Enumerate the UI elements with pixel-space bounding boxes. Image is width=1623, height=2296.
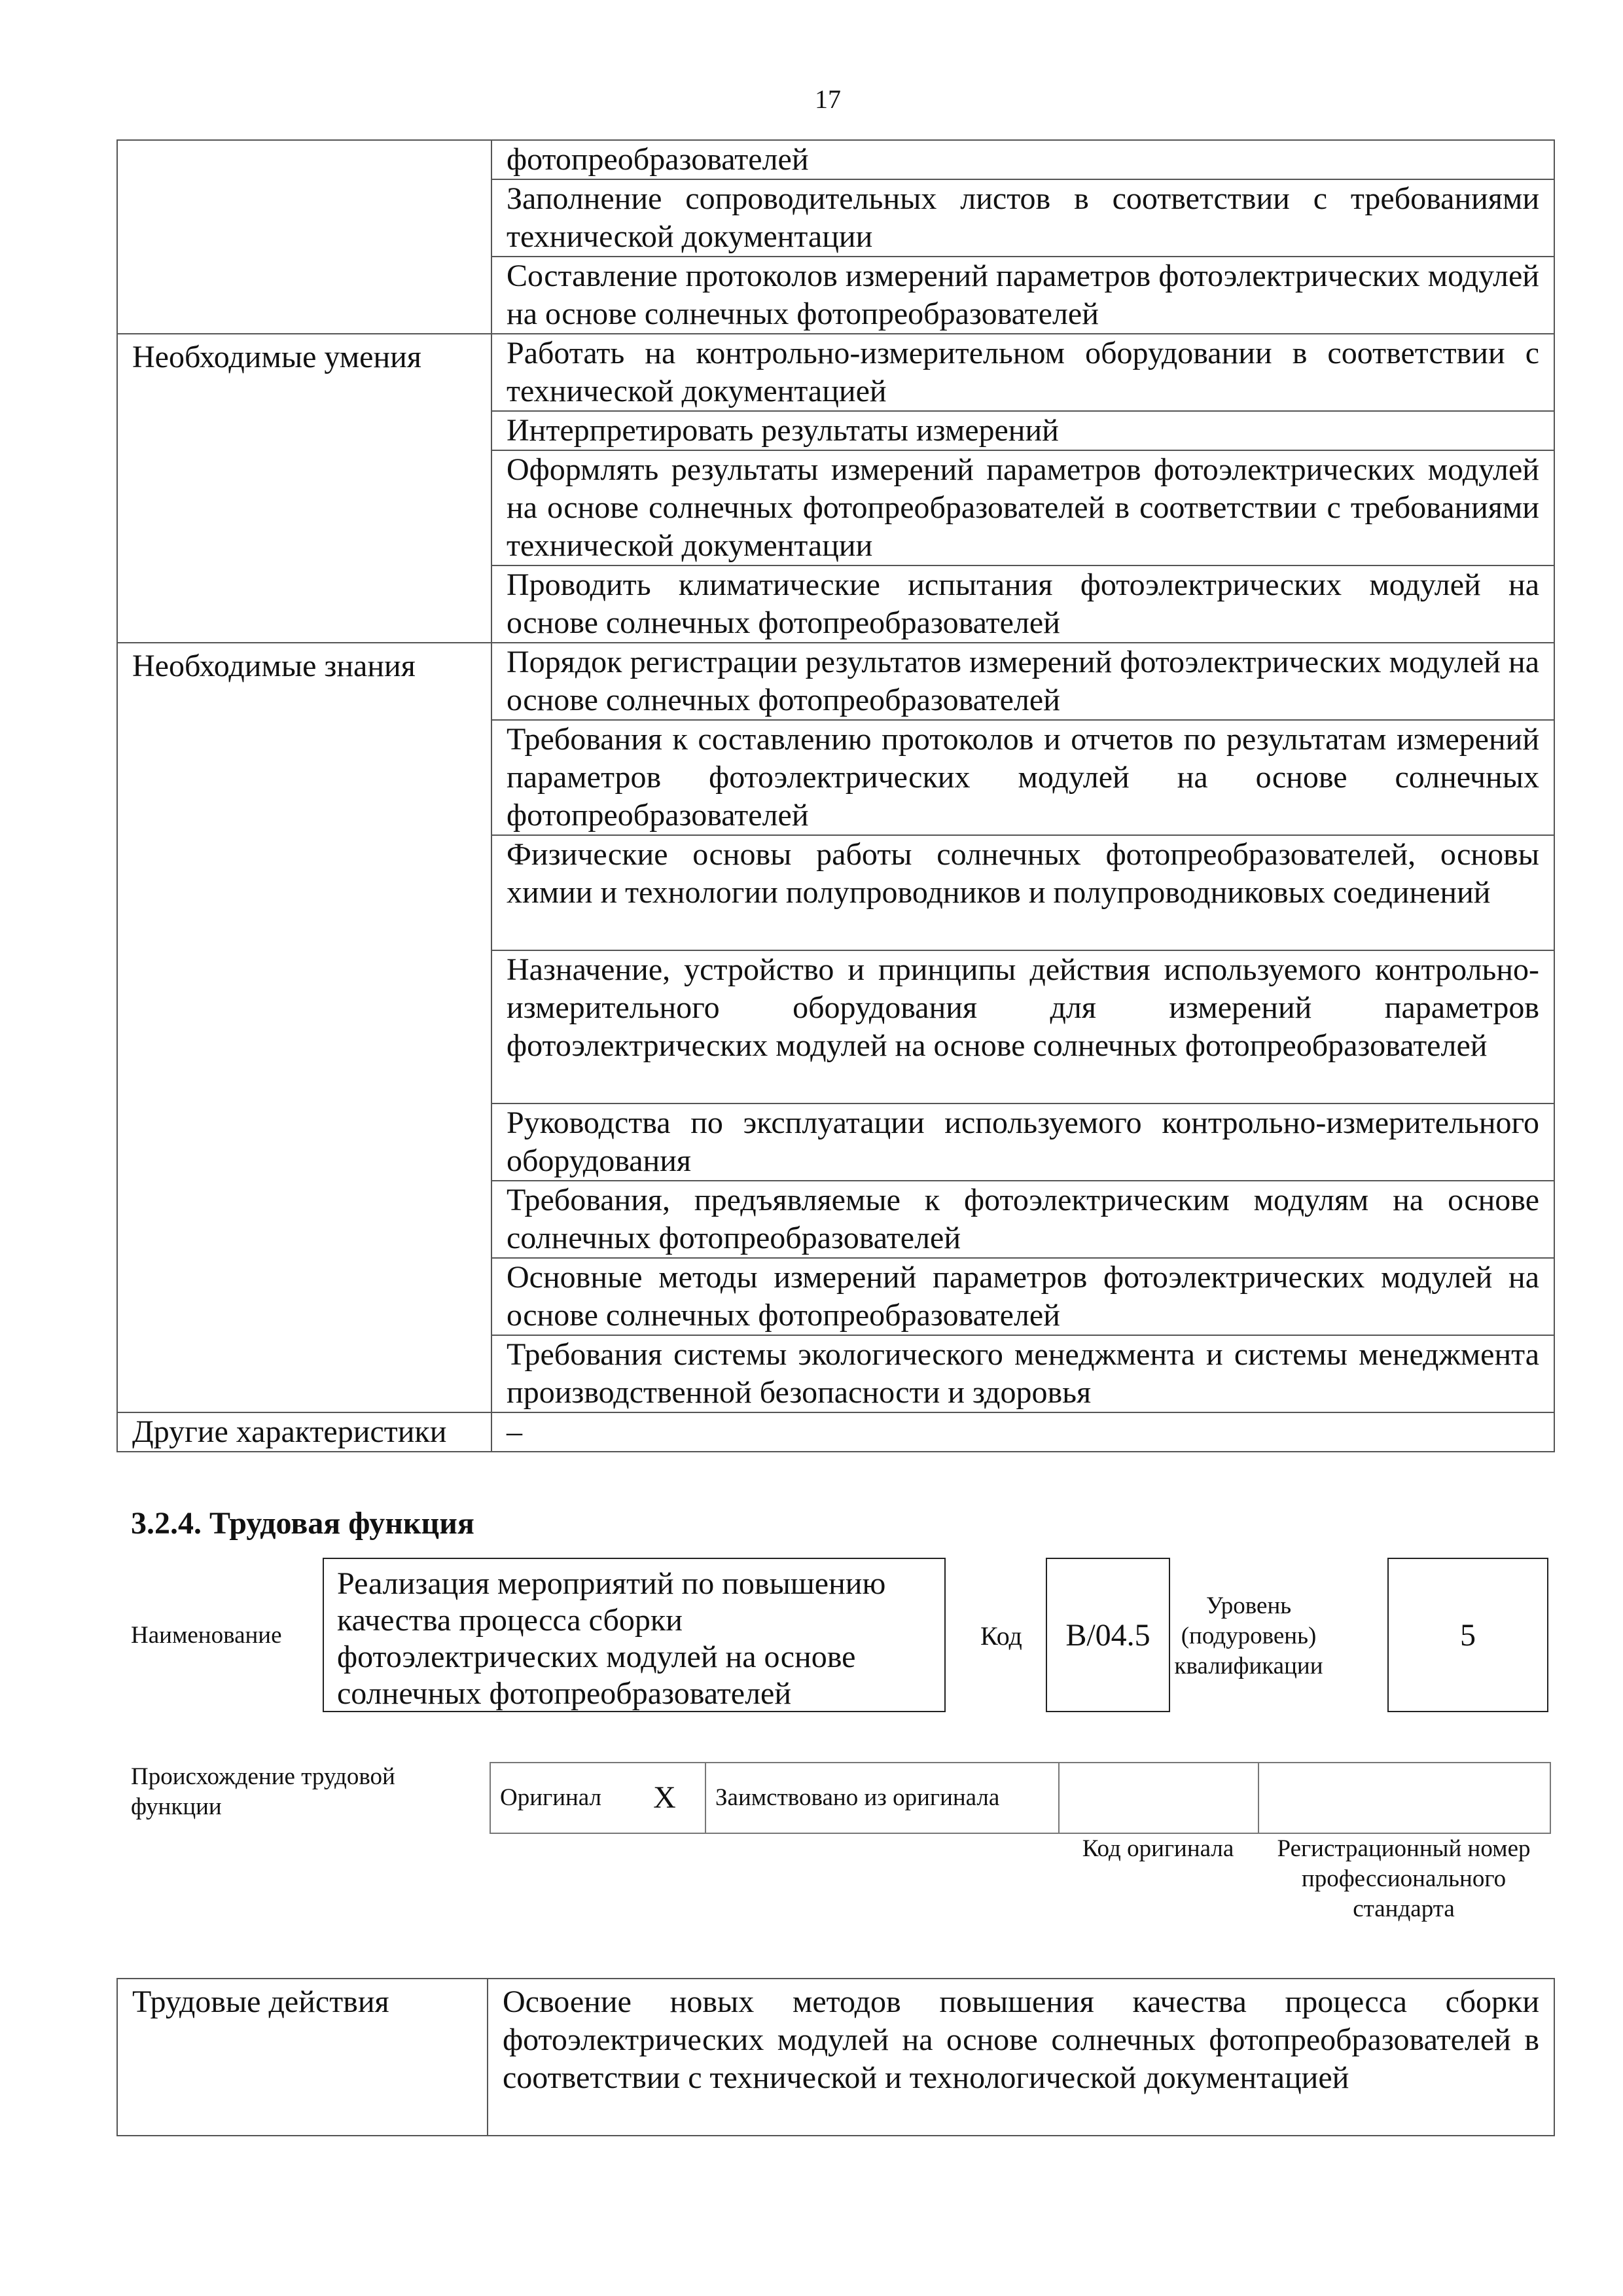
row-text: Назначение, устройство и принципы действия используемого контрольно-измерительного оборудования для измерений параметров фотоэлектрических модулей на основе солнечных фотопреобразователей: [491, 950, 1554, 1103]
row-text: Руководства по эксплуатации используемого контрольно-измерительного оборудования: [491, 1103, 1554, 1181]
name-label: Наименование: [131, 1622, 282, 1649]
row-text: Освоение новых методов повышения качества процесса сборки фотоэлектрических модулей на основе солнечных фотопреобразователей в соответствии с технической и технологической документацией: [488, 1979, 1554, 2136]
row-label-knowledge: Необходимые знания: [117, 643, 491, 1412]
row-text: Требования системы экологического менеджмента и системы менеджмента производственной безопасности и здоровья: [491, 1335, 1554, 1412]
row-text: Порядок регистрации результатов измерений фотоэлектрических модулей на основе солнечных фотопреобразователей: [491, 643, 1554, 720]
row-text: Требования к составлению протоколов и отчетов по результатам измерений параметров фотоэлектрических модулей на основе солнечных фотопреобразователей: [491, 720, 1554, 835]
row-text: Основные методы измерений параметров фотоэлектрических модулей на основе солнечных фотопреобразователей: [491, 1258, 1554, 1335]
page-number: 17: [815, 84, 841, 114]
function-name-box: [323, 1558, 946, 1712]
row-text: Оформлять результаты измерений параметров фотоэлектрических модулей на основе солнечных фотопреобразователей в соответствии с требованиями технической документации: [491, 450, 1554, 565]
origin-reg-number-cell: [1258, 1763, 1550, 1833]
origin-original-label: Оригинал: [500, 1784, 602, 1811]
origin-original-cell: [490, 1763, 624, 1833]
row-text: Интерпретировать результаты измерений: [491, 411, 1554, 450]
reg-number-caption: Регистрационный номер профессионального стандарта: [1277, 1835, 1531, 1922]
origin-label: Происхождение трудовой функции: [131, 1763, 395, 1820]
row-label: [117, 140, 491, 334]
row-label-skills: Необходимые умения: [117, 334, 491, 643]
row-text: Работать на контрольно-измерительном оборудовании в соответствии с технической документацией: [491, 334, 1554, 411]
code-value: B/04.5: [1065, 1617, 1150, 1653]
row-text: Заполнение сопроводительных листов в соответствии с требованиями технической документации: [491, 179, 1554, 257]
section-heading: 3.2.4. Трудовая функция: [131, 1506, 474, 1541]
labor-actions-table: [116, 1978, 1555, 2136]
level-box: [1387, 1558, 1548, 1712]
origin-borrowed-cell: [705, 1763, 1059, 1833]
code-box: [1046, 1558, 1170, 1712]
row-label-other: Другие характеристики: [117, 1412, 491, 1452]
code-label: Код: [980, 1621, 1022, 1651]
skills-knowledge-table: [116, 139, 1555, 1452]
level-value: 5: [1460, 1617, 1476, 1653]
function-name-value: Реализация мероприятий по повышению качества процесса сборки фотоэлектрических модулей на основе солнечных фотопреобразователей: [337, 1566, 886, 1711]
table-row: [117, 1412, 1554, 1452]
table-row: [117, 643, 1554, 720]
table-row: [117, 1979, 1554, 2136]
row-text: –: [491, 1412, 1554, 1452]
row-text: фотопреобразователей: [491, 140, 1554, 179]
origin-mark: X: [653, 1780, 676, 1815]
level-label: Уровень (подуровень) квалификации: [1174, 1592, 1323, 1679]
code-original-caption: Код оригинала: [1082, 1835, 1234, 1862]
row-label-actions: Трудовые действия: [117, 1979, 488, 2136]
origin-borrowed-label: Заимствовано из оригинала: [715, 1784, 1000, 1811]
origin-mark-cell: [624, 1763, 705, 1833]
row-text: Требования, предъявляемые к фотоэлектрическим модулям на основе солнечных фотопреобразователей: [491, 1181, 1554, 1258]
row-text: Проводить климатические испытания фотоэлектрических модулей на основе солнечных фотопреобразователей: [491, 565, 1554, 643]
table-row: [117, 334, 1554, 411]
origin-code-cell: [1059, 1763, 1258, 1833]
row-text: Составление протоколов измерений параметров фотоэлектрических модулей на основе солнечных фотопреобразователей: [491, 257, 1554, 334]
row-text: Физические основы работы солнечных фотопреобразователей, основы химии и технологии полупроводников и полупроводниковых соединений: [491, 835, 1554, 950]
origin-table: [490, 1762, 1551, 1834]
table-row: [117, 140, 1554, 179]
